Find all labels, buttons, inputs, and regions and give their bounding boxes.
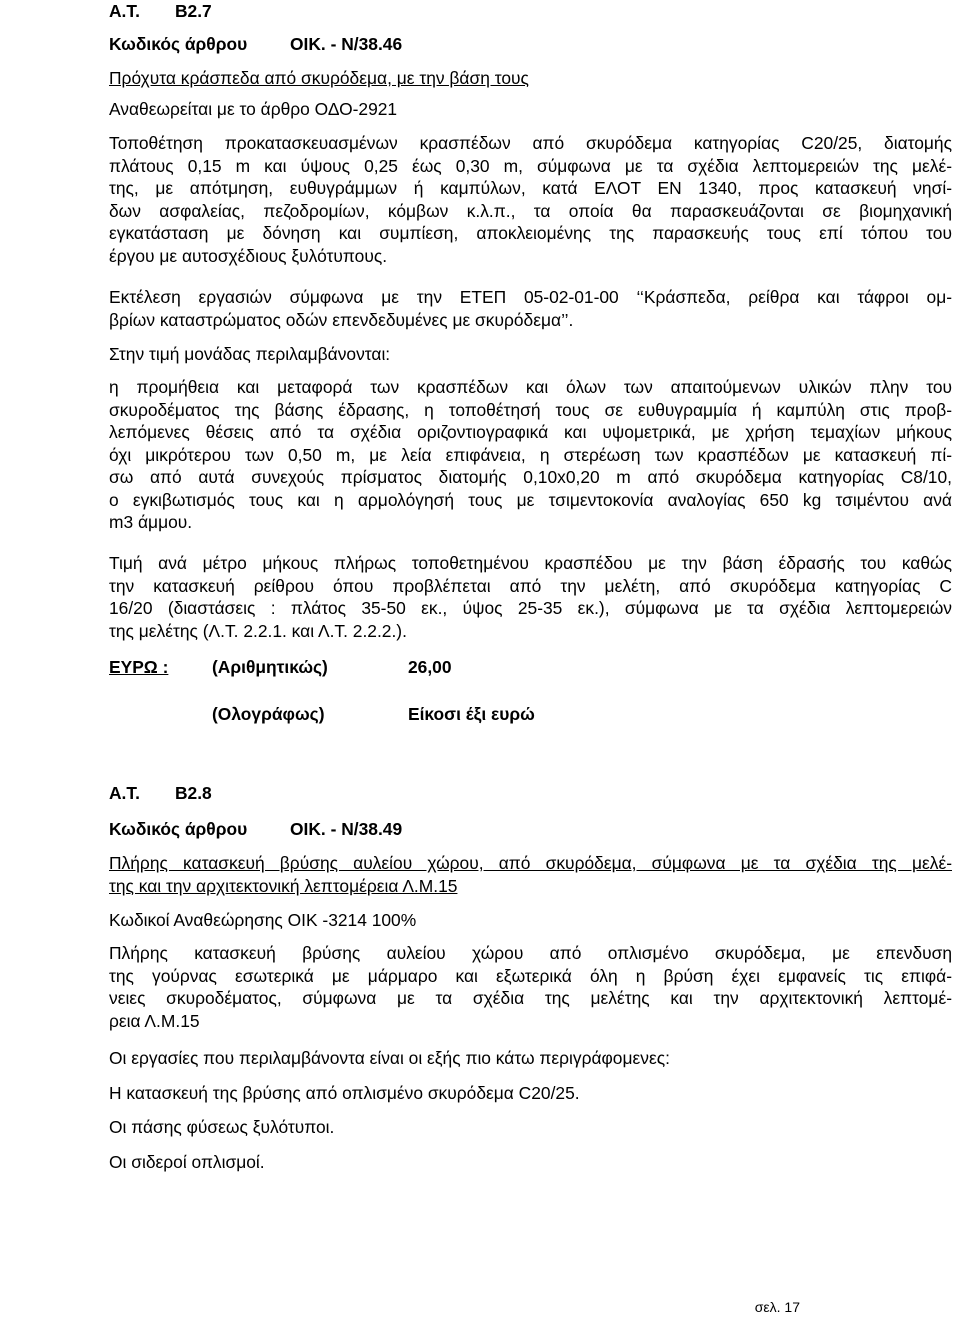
- paragraph-line: την κατασκευή ρείθρου όπου προβλέπεται από την μελέτη, από σκυρόδεμα κατηγορίας C: [109, 575, 952, 596]
- item2-at-label: Α.Τ.: [109, 783, 140, 803]
- item1-words-value: Είκοσι έξι ευρώ: [408, 704, 535, 724]
- paragraph-line: m3 άμμου.: [109, 512, 193, 532]
- item2-code-value: ΟΙΚ. - Ν/38.49: [290, 819, 403, 839]
- paragraph-line: σω από αυτά συνεχούς πρίσματος διατομής 0,10x0,20 m από σκυρόδεμα κατηγορίας C8/10,: [109, 467, 952, 487]
- paragraph-line: της γούρνας εσωτερικά με μάρμαρο και εξωτερικά όλη η βρύση έχει εμφανείς τις επιφά-: [109, 965, 952, 986]
- item2-description: [109, 942, 952, 1032]
- paragraph-line: λεπόμενες θέσεις από τα σχέδια οριζοντιογραφικά και υψομετρικά, με χρήση τεμαχίων μήκους: [109, 422, 952, 442]
- item1-includes-heading: Στην τιμή μονάδας περιλαμβάνονται:: [109, 344, 391, 364]
- item1-numeric-label: (Αριθμητικώς): [212, 657, 328, 677]
- item1-code-label: Κωδικός άρθρου: [109, 34, 248, 54]
- item1-words-label: (Ολογράφως): [212, 704, 325, 724]
- paragraph-line: έργου με αυτοσχέδιους ξυλότυπους.: [109, 245, 388, 266]
- paragraph-line: πλάτους 0,15 m και ύψους 0,25 έως 0,30 m, σύμφωνα με τα σχέδια λεπτομερειών της μελέ-: [109, 155, 952, 176]
- item1-code-value: ΟΙΚ. - Ν/38.46: [290, 34, 403, 54]
- item1-title: Πρόχυτα κράσπεδα από σκυρόδεμα, με την βάση τους: [109, 68, 529, 88]
- paragraph-line: η προμήθεια και μεταφορά των κρασπέδων και όλων των απαιτούμενων υλικών πλην του: [109, 377, 952, 397]
- paragraph-line: της μελέτης (Λ.Τ. 2.2.1. και Λ.Τ. 2.2.2.).: [109, 620, 407, 641]
- item2-work-item: Οι σιδεροί οπλισμοί.: [109, 1152, 265, 1172]
- title-line: Πλήρης κατασκευή βρύσης αυλείου χώρου, από σκυρόδεμα, σύμφωνα με τα σχέδια της μελέ-: [109, 853, 952, 873]
- item1-price-description: [109, 552, 952, 642]
- paragraph-line: Εκτέλεση εργασιών σύμφωνα με την ΕΤΕΠ 05-02-01-00 ‘‘Κράσπεδα, ρείθρα και τάφροι ομ-: [109, 287, 952, 307]
- paragraph-line: της, με απότμηση, ευθυγράμμων ή καμπύλων, κατά ΕΛΟΤ ΕΝ 1340, προς κατασκευή νησί-: [109, 178, 952, 198]
- item2-works-heading: Οι εργασίες που περιλαμβάνοντα είναι οι εξής πιο κάτω περιγράφομενες:: [109, 1048, 670, 1068]
- paragraph-line: 16/20 (διαστάσεις : πλάτος 35-50 εκ., ύψος 25-35 εκ.), σύμφωνα με τα σχέδια λεπτομερειών: [109, 598, 952, 618]
- item2-work-item: Οι πάσης φύσεως ξυλότυποι.: [109, 1117, 335, 1137]
- paragraph-line: βρίων καταστρώματος οδών επενδεδυμένες με σκυρόδεμα’’.: [109, 309, 574, 330]
- euro-label: ΕΥΡΩ :: [109, 657, 169, 677]
- item2-work-item: Η κατασκευή της βρύσης από οπλισμένο σκυρόδεμα C20/25.: [109, 1083, 580, 1103]
- paragraph-line: ρεια Λ.Μ.15: [109, 1010, 200, 1031]
- title-line: της και την αρχιτεκτονική λεπτομέρεια Λ.Μ.15: [109, 875, 458, 896]
- paragraph-line: νειες σκυροδέματος, σύμφωνα με τα σχέδια της μελέτης και την αρχιτεκτονική λεπτομέ-: [109, 988, 952, 1008]
- paragraph-line: δων ασφαλείας, πεζοδρομίων, κόμβων κ.λ.π., τα οποία θα παρασκευάζονται σε βιομηχανική: [109, 200, 952, 221]
- paragraph-line: ο εγκιβωτισμός τους και η αρμολόγησή τους με τσιμεντοκονία αναλογίας 650 kg τσιμέντου ανά: [109, 489, 952, 510]
- paragraph-line: Τιμή ανά μέτρο μήκους πλήρως τοποθετημένου κρασπέδου με την βάση έδρασής του καθώς: [109, 553, 952, 573]
- item2-code-label: Κωδικός άρθρου: [109, 819, 248, 839]
- item1-description: [109, 132, 952, 267]
- paragraph-line: Πλήρης κατασκευή βρύσης αυλείου χώρου από οπλισμένο σκυρόδεμα, με επενδυση: [109, 943, 952, 963]
- page-number: σελ. 17: [754, 1299, 800, 1315]
- paragraph-line: εγκατάσταση με δόνηση και συμπίεση, αποκλειομένης της παρασκευής τους επί τόπου του: [109, 223, 952, 243]
- item1-numeric-value: 26,00: [408, 657, 452, 677]
- paragraph-line: σκυροδέματος της βάσης έδρασης, η τοποθέτησή τους σε ευθυγραμμία ή καμπύλη στις προβ-: [109, 399, 952, 420]
- item2-revision: Κωδικοί Αναθεώρησης ΟΙΚ -3214 100%: [109, 910, 417, 930]
- item1-at-label: Α.Τ.: [109, 1, 140, 21]
- item2-title: [109, 852, 952, 897]
- item1-price-currency: [109, 656, 168, 679]
- item1-includes: [109, 376, 952, 534]
- item2-at-code: Β2.8: [175, 783, 212, 803]
- paragraph-line: όχι μικρότερου των 0,50 m, με λεία επιφάνεια, η στερέωση των κρασπέδων με κατασκευή πί-: [109, 444, 952, 465]
- item1-at-code: Β2.7: [175, 1, 212, 21]
- item1-revision: Αναθεωρείται με το άρθρο ΟΔΟ-2921: [109, 99, 398, 119]
- item1-execution: [109, 286, 952, 331]
- paragraph-line: Τοποθέτηση προκατασκευασμένων κρασπέδων από σκυρόδεμα κατηγορίας C20/25, διατομής: [109, 133, 952, 153]
